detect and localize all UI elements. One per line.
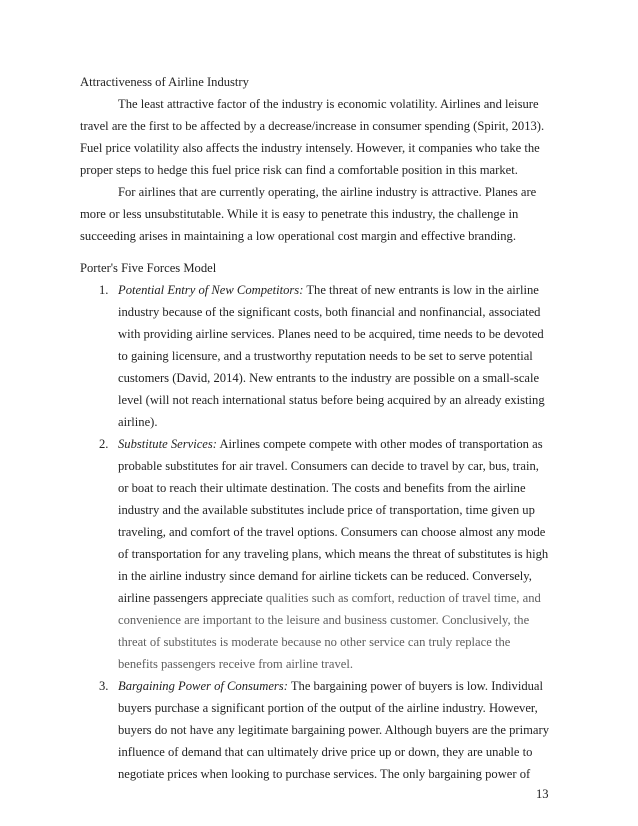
list-item-line: with providing airline services. Planes need to be acquired, time needs to be devoted bbox=[118, 327, 544, 341]
list-item-line: customers (David, 2014). New entrants to the industry are possible on a small-scale bbox=[118, 371, 540, 385]
list-item-line: convenience are important to the leisure and business customer. Conclusively, the bbox=[118, 613, 530, 627]
list-item-line: influence of demand that can ultimately drive price up or down, they are unable to bbox=[118, 745, 533, 759]
list-item-line: of transportation for any traveling plans, which means the threat of substitutes is high bbox=[118, 547, 549, 561]
list-item-line: buyers purchase a significant portion of the output of the airline industry. However, bbox=[118, 701, 538, 715]
list-item-line: benefits passengers receive from airline travel. bbox=[118, 657, 353, 671]
paragraph-line: The least attractive factor of the industry is economic volatility. Airlines and leisure bbox=[118, 97, 539, 111]
list-item-line: traveling, and comfort of the travel options. Consumers can choose almost any mode bbox=[118, 525, 546, 539]
list-item-line: industry because of the significant costs, both financial and nonfinancial, associated bbox=[118, 305, 541, 319]
list-item-line: buyers do not have any legitimate bargaining power. Although buyers are the primary bbox=[118, 723, 549, 737]
paragraph-line: more or less unsubstitutable. While it is easy to penetrate this industry, the challenge in bbox=[80, 207, 519, 221]
list-item-title: Potential Entry of New Competitors: bbox=[118, 283, 304, 297]
paragraph-line: proper steps to hedge this fuel price risk can find a comfortable position in this market. bbox=[80, 163, 518, 177]
list-item-text: The threat of new entrants is low in the airline bbox=[303, 283, 539, 297]
list-item-line: or boat to reach their ultimate destination. The costs and benefits from the airline bbox=[118, 481, 526, 495]
list-item-line: negotiate prices when looking to purchase services. The only bargaining power of bbox=[118, 767, 531, 781]
list-item-line: industry and the available substitutes include price of transportation, time given up bbox=[118, 503, 535, 517]
list-number: 1. bbox=[99, 283, 109, 297]
list-item-line: threat of substitutes is moderate because no other service can truly replace the bbox=[118, 635, 511, 649]
list-item-line: in the airline industry since demand for airline tickets can be reduced. Conversely, bbox=[118, 569, 532, 583]
paragraph-line: For airlines that are currently operating, the airline industry is attractive. Planes are bbox=[118, 185, 537, 199]
list-item-text-gray: qualities such as comfort, reduction of travel time, and bbox=[265, 591, 541, 605]
list-item-line: airline). bbox=[118, 415, 158, 429]
list-item-line: to gaining licensure, and a trustworthy reputation needs to be set to serve potential bbox=[118, 349, 533, 363]
list-item-text: airline passengers appreciate bbox=[118, 591, 266, 605]
section-heading-porters: Porter's Five Forces Model bbox=[80, 261, 217, 275]
paragraph-line: succeeding arises in maintaining a low operational cost margin and effective branding. bbox=[80, 229, 516, 243]
list-item-line: probable substitutes for air travel. Consumers can decide to travel by car, bus, train, bbox=[118, 459, 539, 473]
list-item-text: The bargaining power of buyers is low. Individual bbox=[287, 679, 543, 693]
list-number: 3. bbox=[99, 679, 109, 693]
list-item-text: Airlines compete compete with other modes of transportation as bbox=[216, 437, 543, 451]
list-item-line: level (will not reach international status before being acquired by an already existing bbox=[118, 393, 545, 407]
section-heading-attractiveness: Attractiveness of Airline Industry bbox=[80, 75, 249, 89]
list-number: 2. bbox=[99, 437, 109, 451]
list-item-first-line bbox=[118, 679, 588, 694]
list-item-first-line bbox=[118, 437, 588, 452]
list-item-title: Substitute Services: bbox=[118, 437, 217, 451]
list-item-title: Bargaining Power of Consumers: bbox=[118, 679, 288, 693]
list-item-line bbox=[118, 591, 588, 606]
paragraph-line: Fuel price volatility also affects the industry intensely. However, it companies who take the bbox=[80, 141, 540, 155]
list-item-first-line bbox=[118, 283, 588, 298]
paragraph-line: travel are the first to be affected by a decrease/increase in consumer spending (Spirit, 2013). bbox=[80, 119, 545, 133]
page-number: 13 bbox=[536, 787, 549, 801]
